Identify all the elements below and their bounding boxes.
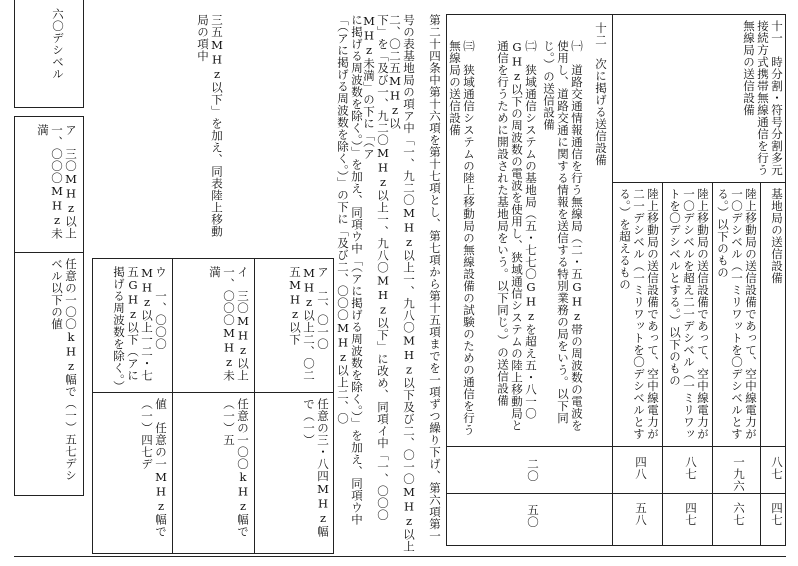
left-table-label: ア 三〇MHz以上一、〇〇〇MHz未満: [36, 124, 78, 240]
body-line-2: 号の表基地局の項ア中「一、九二〇MHz以上一、九八〇MHz以下及び二、〇一〇MHz以上二、〇二五MHz以: [388, 14, 416, 553]
main-table-header: 十二 次に掲げる送信設備: [594, 22, 608, 166]
right-row-4-v2: 五八: [634, 502, 648, 526]
right-row-2-v1: 一九六: [732, 456, 746, 492]
body-line-5: 第二十四条中第十六項を第十七項とし、第七項から第十五項までを一項ずつ繰り下げ、第六項第一: [428, 14, 442, 542]
mid-row-a-value: 任意の三・八四MHz幅で（一）: [302, 398, 330, 538]
right-row-3-v2: 四七: [684, 502, 698, 526]
right-row-2-text: 陸上移動局の送信設備であって、空中線電力が一〇デシベル（一ミリワットを〇デシベルとする。）以下のもの: [716, 188, 758, 440]
mid-row-b-label: イ 三〇MHz以上一、〇〇〇MHz未満: [208, 266, 250, 382]
body-line-1: 三五MHz以下」を加え、同表陸上移動局の項中: [196, 14, 224, 238]
right-row-4-text: 陸上移動局の送信設備であって、空中線電力が二一デシベル（一ミリワットを〇デシベルとする。）を超えるもの: [618, 188, 660, 440]
main-item-1: ㈠ 道路交通情報通信を行う無線局（二・五GHz帯の周波数の電波を使用し、道路交通に関する情報を送信する特別業務の局をいう。以下同じ。）の送信設備: [542, 40, 584, 432]
top-left-text: 六〇デシベル: [51, 8, 65, 80]
main-item-3: ㈢ 狭域通信システムの陸上移動局の無線設備の試験のための通信を行う無線局の送信設備: [448, 40, 476, 436]
bottom-rule: [14, 556, 786, 557]
mid-row-b-value: 任意の一〇〇kHz幅で（一）五: [222, 398, 250, 538]
mid-row-a-label: ア 二、〇一〇MHz以上二、〇二五MHz以下: [288, 266, 330, 382]
main-item-2: ㈡ 狭域通信システムの基地局（五・七七〇GHzを超え五・八一〇GHz以下の周波数の電波を使用し、狭域通信システムの陸上移動局と通信を行うために開設された基地局をいう。以下同じ。）の送信設備: [496, 40, 538, 432]
right-row-1-text: 基地局の送信設備: [770, 188, 784, 284]
mid-row-c-value: 値 任意の一MHz幅で（一）四七デ: [140, 398, 168, 538]
right-row-1-v2: 四七: [770, 502, 784, 526]
top-left-cell: [14, 0, 84, 108]
right-row-3-v1: 八七: [684, 456, 698, 480]
right-row-3-text: 陸上移動局の送信設備であって、空中線電力が一〇デシベルを超え二一デシベル（一ミリワットを〇デシベルとする。）以下のもの: [668, 188, 710, 440]
right-row-1-v1: 八七: [770, 456, 784, 480]
body-line-3: 下」を「及び一、九二〇MHz以上一、九八〇MHz以下」に改め、同項イ中「一、〇〇〇MHz未満」の下に「（ア: [362, 14, 390, 521]
right-table-header: 十一 時分割・符号分割多元接続方式携帯無線通信を行う無線局の送信設備: [742, 20, 784, 176]
right-row-4-v1: 四八: [634, 456, 648, 480]
left-table-value: 任意の一〇〇kHz幅で（一）五七デシベル以下の値: [50, 258, 78, 482]
body-line-4: に掲げる周波数を除く。）」を加え、同項ウ中「（アに掲げる周波数を除く。）」を加え、同項ウ中「（アに掲げる周波数を除く。）」の下に「及び二、〇〇〇MHz以上二、〇: [336, 14, 364, 526]
right-row-2-v2: 六七: [732, 502, 746, 526]
main-value-1: 二〇: [526, 458, 540, 482]
main-value-2: 五〇: [526, 504, 540, 528]
mid-row-c-label: ウ 一、〇〇〇MHz以上一二・七五GHz以下（アに掲げる周波数を除く。）: [112, 266, 168, 393]
